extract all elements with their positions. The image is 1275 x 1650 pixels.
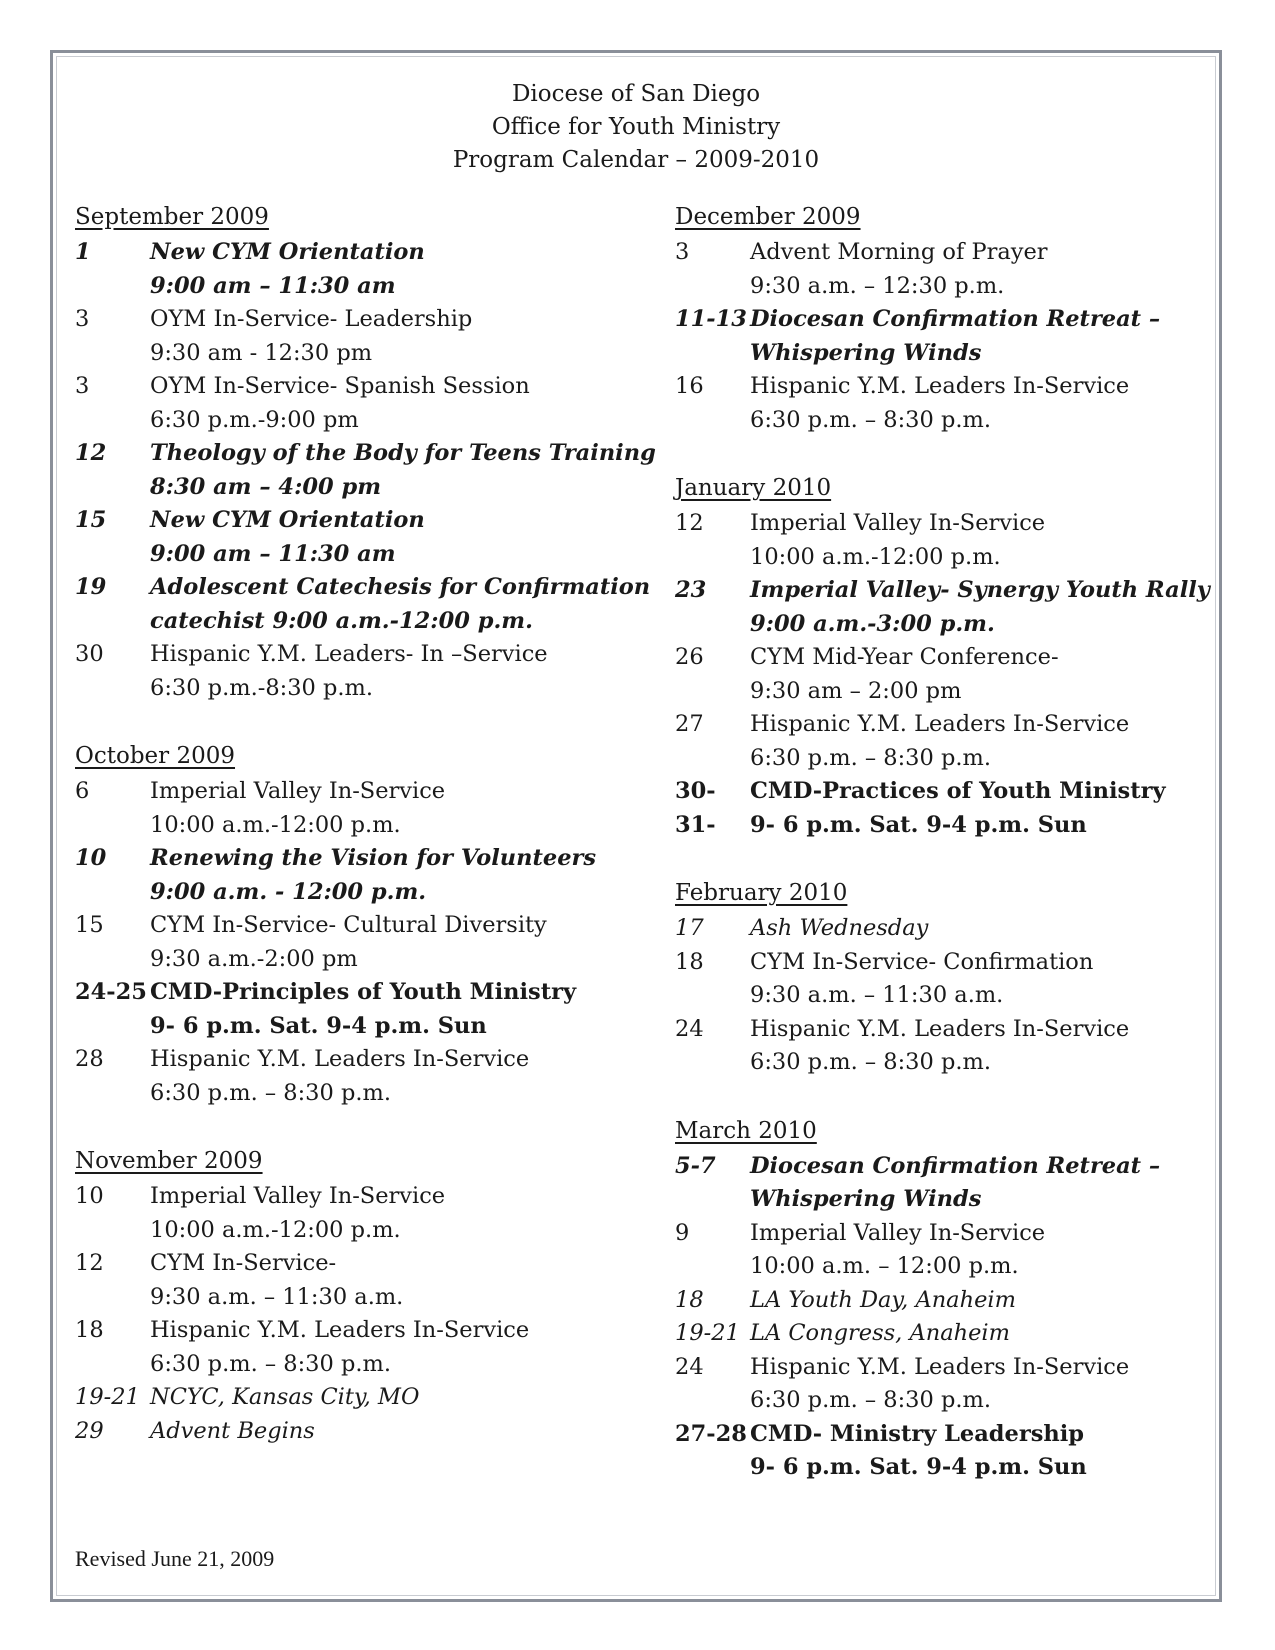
entry-description (150, 303, 635, 370)
entry-detail: 6:30 p.m. – 8:30 p.m. (750, 406, 991, 433)
entry-title: Advent Morning of Prayer (750, 239, 1048, 265)
entry-date: 19 (75, 574, 107, 600)
calendar-entry (75, 1180, 635, 1247)
calendar-entry (675, 946, 1235, 1013)
entry-title: Hispanic Y.M. Leaders In-Service (150, 1046, 530, 1072)
month-heading: October 2009 (75, 743, 236, 769)
entry-date: 24 (675, 1353, 704, 1380)
month-section (75, 739, 635, 1110)
entry-date: 12 (75, 1250, 104, 1276)
entry-title: Hispanic Y.M. Leaders In-Service (750, 373, 1130, 399)
entry-description (750, 1317, 1235, 1351)
calendar-entry (675, 641, 1235, 708)
entry-description (750, 1150, 1235, 1217)
entry-title: Diocesan Confirmation Retreat – (750, 306, 1161, 332)
header-organization: Diocese of San Diego (511, 81, 761, 107)
entry-title: New CYM Orientation (150, 239, 425, 265)
calendar-entry (675, 912, 1235, 946)
entry-detail: 10:00 a.m.-12:00 p.m. (150, 811, 401, 838)
entry-detail: 9- 6 p.m. Sat. 9-4 p.m. Sun (750, 1454, 1087, 1480)
entry-description (150, 437, 656, 504)
entry-description (150, 909, 635, 976)
entry-detail: 6:30 p.m. – 8:30 p.m. (750, 1387, 991, 1413)
entry-description (150, 1180, 635, 1247)
entry-description (150, 1314, 635, 1381)
entry-description (150, 1043, 635, 1110)
entry-detail: 10:00 a.m.-12:00 p.m. (150, 1216, 401, 1243)
entry-date: 18 (675, 948, 704, 975)
calendar-entry (675, 370, 1235, 437)
calendar-entry (675, 1217, 1235, 1284)
entry-description (750, 912, 1235, 946)
calendar-entry (75, 571, 651, 638)
entry-date: 18 (675, 1286, 704, 1313)
calendar-entry (675, 303, 1235, 370)
entry-detail: 10:00 a.m. – 12:00 p.m. (750, 1253, 1019, 1279)
entry-detail: 6:30 p.m.-8:30 p.m. (150, 674, 374, 701)
entry-description (150, 976, 635, 1043)
calendar-entry (675, 1013, 1235, 1080)
entry-detail: catechist 9:00 a.m.-12:00 p.m. (150, 607, 533, 634)
calendar-entry (75, 1043, 635, 1110)
calendar-entry (75, 1381, 635, 1415)
calendar-entry (75, 1314, 635, 1381)
entry-title: Diocesan Confirmation Retreat – (750, 1152, 1161, 1179)
entry-title: NCYC, Kansas City, MO (150, 1384, 420, 1410)
entry-date: 3 (75, 373, 90, 399)
entry-detail: 6:30 p.m. – 8:30 p.m. (150, 1079, 391, 1106)
calendar-entry (675, 236, 1235, 303)
entry-date: 1 (75, 239, 91, 265)
entry-date: 27-28 (675, 1420, 747, 1447)
entry-detail: 6:30 p.m. – 8:30 p.m. (750, 744, 991, 771)
entry-date: 15 (75, 912, 104, 938)
entry-date: 28 (75, 1046, 104, 1072)
calendar-entry (675, 1284, 1235, 1318)
entry-title: Ash Wednesday (750, 915, 929, 941)
left-column (75, 200, 656, 1448)
entry-date: 29 (75, 1417, 104, 1444)
calendar-entry (675, 507, 1235, 574)
entry-description (750, 1351, 1235, 1418)
right-column (675, 200, 1235, 1485)
entry-date: 27 (675, 711, 704, 737)
calendar-entry (75, 976, 635, 1043)
entry-description (150, 842, 635, 909)
entry-date: 17 (675, 915, 704, 941)
entry-title: Hispanic Y.M. Leaders In-Service (150, 1317, 530, 1343)
entry-title: Imperial Valley- Synergy Youth Rally (750, 577, 1210, 603)
entry-date: 24 (675, 1015, 704, 1042)
entry-title: CMD-Principles of Youth Ministry (150, 979, 577, 1005)
month-section (675, 471, 1235, 842)
entry-description (750, 641, 1235, 708)
entry-detail: 9:30 am - 12:30 pm (150, 339, 373, 366)
entry-description (750, 370, 1235, 437)
month-section (75, 1144, 635, 1448)
month-section (675, 200, 1235, 437)
header-calendar-title: Program Calendar – 2009-2010 (452, 147, 820, 173)
entry-title: CYM In-Service- Cultural Diversity (150, 912, 547, 938)
entry-title: Hispanic Y.M. Leaders- In –Service (150, 641, 548, 667)
month-section (675, 1114, 1235, 1485)
entry-date: 26 (675, 644, 704, 670)
month-heading: December 2009 (675, 204, 861, 230)
entry-title: Advent Begins (150, 1417, 315, 1444)
month-heading: February 2010 (675, 880, 848, 906)
revision-note: Revised June 21, 2009 (75, 1546, 275, 1571)
calendar-entry (75, 842, 635, 909)
entry-description (750, 303, 1235, 370)
entry-description (750, 574, 1235, 641)
entry-detail: 9:30 a.m. – 12:30 p.m. (750, 272, 1005, 299)
entry-detail: 9:00 am – 11:30 am (150, 540, 396, 567)
entry-date: 5-7 (675, 1152, 716, 1179)
entry-date: 12 (75, 440, 107, 466)
entry-date: 10 (75, 1183, 104, 1209)
entry-description (150, 504, 635, 571)
entry-description (750, 1217, 1235, 1284)
entry-description (150, 1247, 635, 1314)
entry-detail: 6:30 p.m. – 8:30 p.m. (150, 1350, 391, 1377)
calendar-entry (675, 775, 1235, 842)
entry-description (150, 236, 635, 303)
entry-title: Renewing the Vision for Volunteers (150, 845, 597, 871)
calendar-entry (75, 638, 635, 705)
entry-title: Hispanic Y.M. Leaders In-Service (750, 711, 1130, 737)
entry-detail: 8:30 am – 4:00 pm (150, 473, 382, 500)
entry-description (150, 370, 635, 437)
header-office: Office for Youth Ministry (491, 114, 781, 140)
entry-date: 6 (75, 778, 90, 804)
entry-detail: 9- 6 p.m. Sat. 9-4 p.m. Sun (750, 811, 1087, 838)
entry-description (150, 571, 650, 638)
entry-detail: 9:00 am – 11:30 am (150, 272, 396, 299)
entry-description (750, 1284, 1235, 1318)
entry-title: Imperial Valley In-Service (750, 1219, 1046, 1246)
entry-title: Imperial Valley In-Service (150, 778, 446, 804)
entry-detail: 9:30 am – 2:00 pm (750, 677, 962, 704)
entry-date: 3 (75, 306, 90, 332)
calendar-entry (675, 1150, 1235, 1217)
entry-detail: Whispering Winds (750, 1186, 982, 1212)
entry-date: 23 (675, 577, 707, 603)
entry-title: Imperial Valley In-Service (150, 1183, 446, 1209)
entry-title: OYM In-Service- Spanish Session (150, 373, 530, 399)
entry-detail: 6:30 p.m.-9:00 pm (150, 406, 359, 433)
entry-description (750, 1418, 1235, 1485)
entry-detail: 9- 6 p.m. Sat. 9-4 p.m. Sun (150, 1012, 487, 1039)
month-heading: November 2009 (75, 1148, 263, 1174)
entry-detail: 9:00 a.m. - 12:00 p.m. (150, 878, 427, 905)
calendar-entry (75, 909, 635, 976)
entry-detail: 9:30 a.m.-2:00 pm (150, 945, 358, 972)
entry-description (750, 708, 1235, 775)
entry-description (750, 507, 1235, 574)
entry-date: 9 (675, 1219, 690, 1246)
entry-title: OYM In-Service- Leadership (150, 306, 473, 332)
entry-description (150, 775, 635, 842)
entry-title: Hispanic Y.M. Leaders In-Service (750, 1353, 1130, 1380)
entry-detail: 9:30 a.m. – 11:30 a.m. (150, 1283, 404, 1310)
entry-description (150, 1381, 635, 1415)
entry-title: Adolescent Catechesis for Confirmation (150, 574, 651, 600)
entry-detail: 6:30 p.m. – 8:30 p.m. (750, 1049, 991, 1075)
calendar-entry (675, 1317, 1235, 1351)
entry-title: CYM In-Service- Confirmation (750, 948, 1094, 975)
month-section (75, 200, 656, 705)
month-heading: September 2009 (75, 204, 269, 230)
calendar-entry (75, 775, 635, 842)
entry-date: 19-21 (675, 1320, 740, 1346)
calendar-entry (75, 437, 656, 504)
calendar-entry (675, 1351, 1235, 1418)
entry-title: Imperial Valley In-Service (750, 510, 1046, 536)
entry-date: 18 (75, 1317, 104, 1343)
month-section (675, 876, 1235, 1080)
entry-detail: 9:30 a.m. – 11:30 a.m. (750, 982, 1004, 1008)
entry-date: 24-25 (75, 979, 147, 1005)
entry-title: Theology of the Body for Teens Training (150, 440, 656, 466)
calendar-entry (675, 574, 1235, 641)
entry-date: 19-21 (75, 1384, 140, 1410)
entry-title: New CYM Orientation (150, 507, 425, 533)
calendar-entry (75, 1247, 635, 1314)
calendar-entry (75, 236, 635, 303)
entry-description (750, 236, 1235, 303)
entry-title: CYM In-Service- (150, 1250, 337, 1276)
calendar-entry (675, 708, 1235, 775)
month-heading: January 2010 (675, 475, 832, 501)
calendar-entry (75, 1415, 635, 1449)
entry-description (150, 1415, 635, 1449)
entry-date: 16 (675, 373, 704, 399)
entry-date: 12 (675, 510, 704, 536)
entry-date: 11-13 (675, 306, 747, 332)
entry-description (750, 1013, 1235, 1080)
entry-title: LA Youth Day, Anaheim (750, 1286, 1016, 1313)
entry-title: CMD- Ministry Leadership (750, 1420, 1085, 1447)
calendar-entry (75, 303, 635, 370)
entry-title: CMD-Practices of Youth Ministry (750, 778, 1166, 804)
entry-date: 30-31- (675, 778, 716, 838)
entry-detail: Whispering Winds (750, 339, 982, 366)
calendar-entry (675, 1418, 1235, 1485)
entry-description (750, 946, 1235, 1013)
entry-description (750, 775, 1235, 842)
entry-date: 3 (675, 239, 690, 265)
calendar-entry (75, 504, 635, 571)
month-heading: March 2010 (675, 1117, 817, 1144)
entry-title: CYM Mid-Year Conference- (750, 644, 1059, 670)
entry-detail: 10:00 a.m.-12:00 p.m. (750, 543, 1001, 570)
entry-date: 15 (75, 507, 107, 533)
entry-description (150, 638, 635, 705)
entry-detail: 9:00 a.m.-3:00 p.m. (750, 610, 995, 637)
entry-title: LA Congress, Anaheim (750, 1320, 1010, 1346)
calendar-entry (75, 370, 635, 437)
entry-date: 30 (75, 641, 104, 667)
entry-title: Hispanic Y.M. Leaders In-Service (750, 1015, 1130, 1042)
document-header (50, 78, 1222, 177)
entry-date: 10 (75, 845, 107, 871)
